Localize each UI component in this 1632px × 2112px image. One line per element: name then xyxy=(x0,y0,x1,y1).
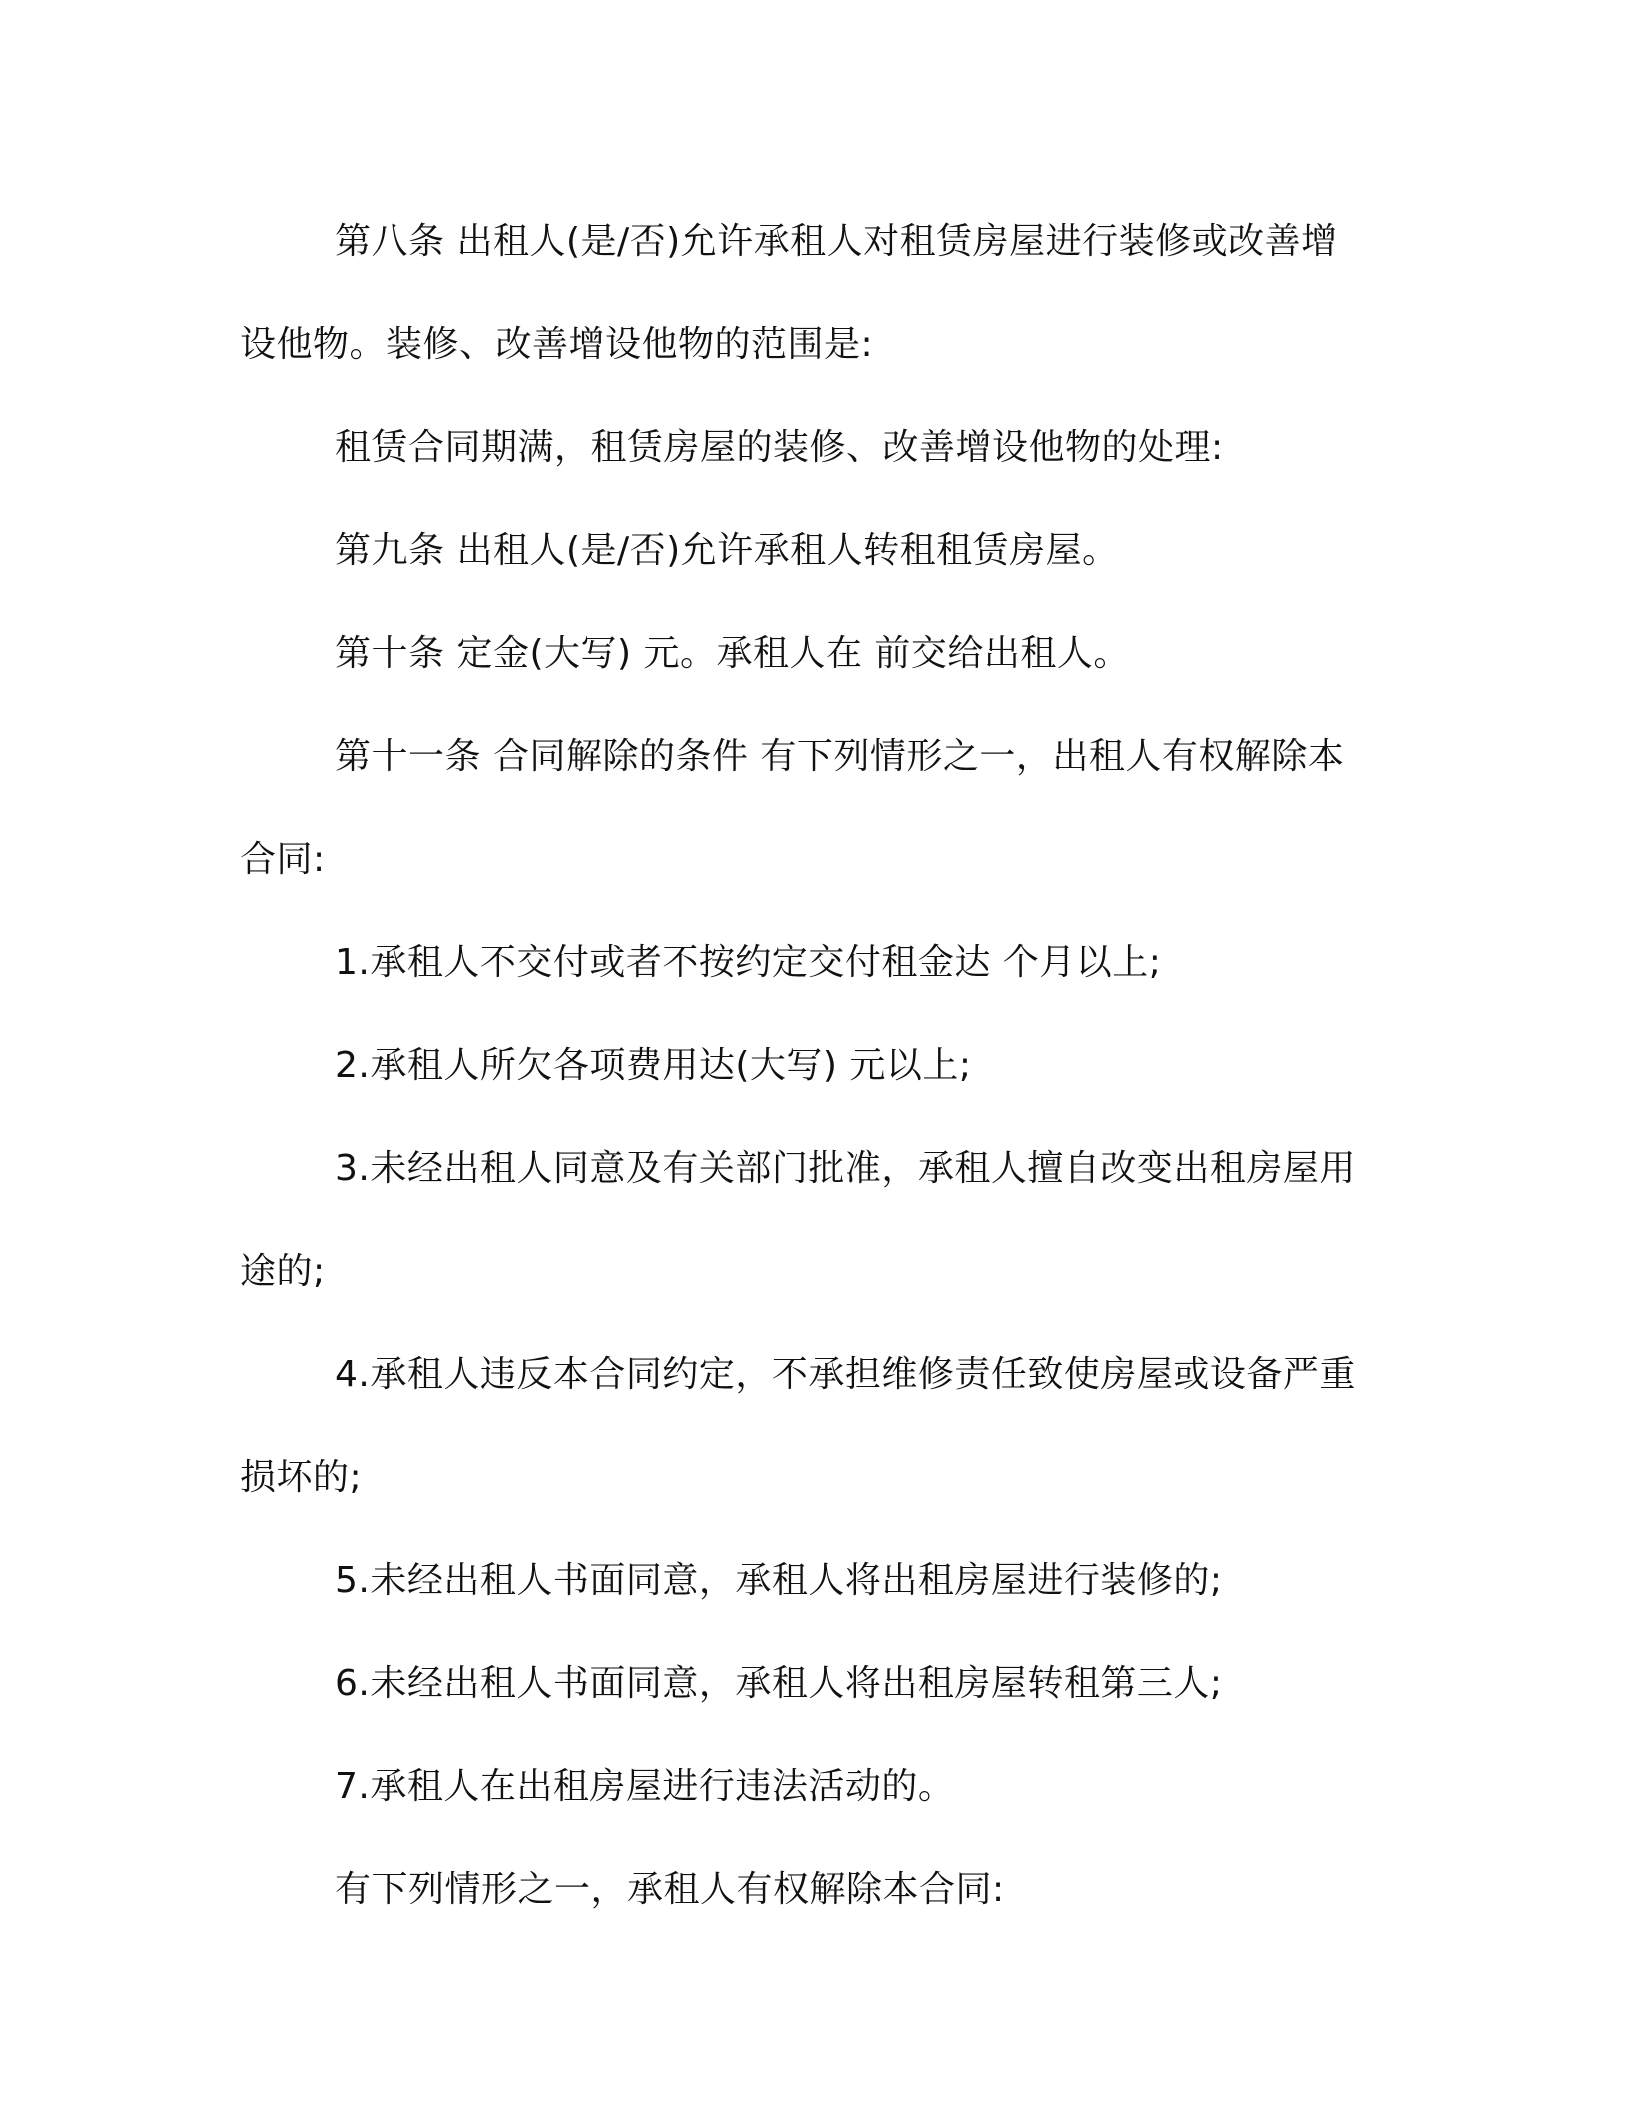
article-10-paragraph: 第十条 定金(大写) 元。承租人在 前交给出租人。 xyxy=(335,633,1130,674)
article-8-paragraph: 第八条 出租人(是/否)允许承租人对租赁房屋进行装修或改善增设他物。装修、改善增设他物的范围是: xyxy=(240,221,1338,365)
clause-item-3: 3.未经出租人同意及有关部门批准，承租人擅自改变出租房屋用途的; xyxy=(240,1148,1356,1292)
article-8-handling-paragraph: 租赁合同期满，租赁房屋的装修、改善增设他物的处理: xyxy=(335,427,1224,468)
article-11-paragraph: 第十一条 合同解除的条件 有下列情形之一，出租人有权解除本合同: xyxy=(240,736,1345,880)
article-9-paragraph: 第九条 出租人(是/否)允许承租人转租租赁房屋。 xyxy=(335,530,1119,571)
clause-item-7: 7.承租人在出租房屋进行违法活动的。 xyxy=(335,1766,955,1807)
clause-item-2: 2.承租人所欠各项费用达(大写) 元以上; xyxy=(335,1045,972,1086)
clause-item-5: 5.未经出租人书面同意，承租人将出租房屋进行装修的; xyxy=(335,1560,1223,1601)
clause-item-1: 1.承租人不交付或者不按约定交付租金达 个月以上; xyxy=(335,942,1162,983)
clause-item-6: 6.未经出租人书面同意，承租人将出租房屋转租第三人; xyxy=(335,1663,1223,1704)
tenant-termination-paragraph: 有下列情形之一，承租人有权解除本合同: xyxy=(335,1869,1005,1910)
clause-item-4: 4.承租人违反本合同约定，不承担维修责任致使房屋或设备严重损坏的; xyxy=(240,1354,1356,1498)
document-body xyxy=(240,190,1365,1941)
